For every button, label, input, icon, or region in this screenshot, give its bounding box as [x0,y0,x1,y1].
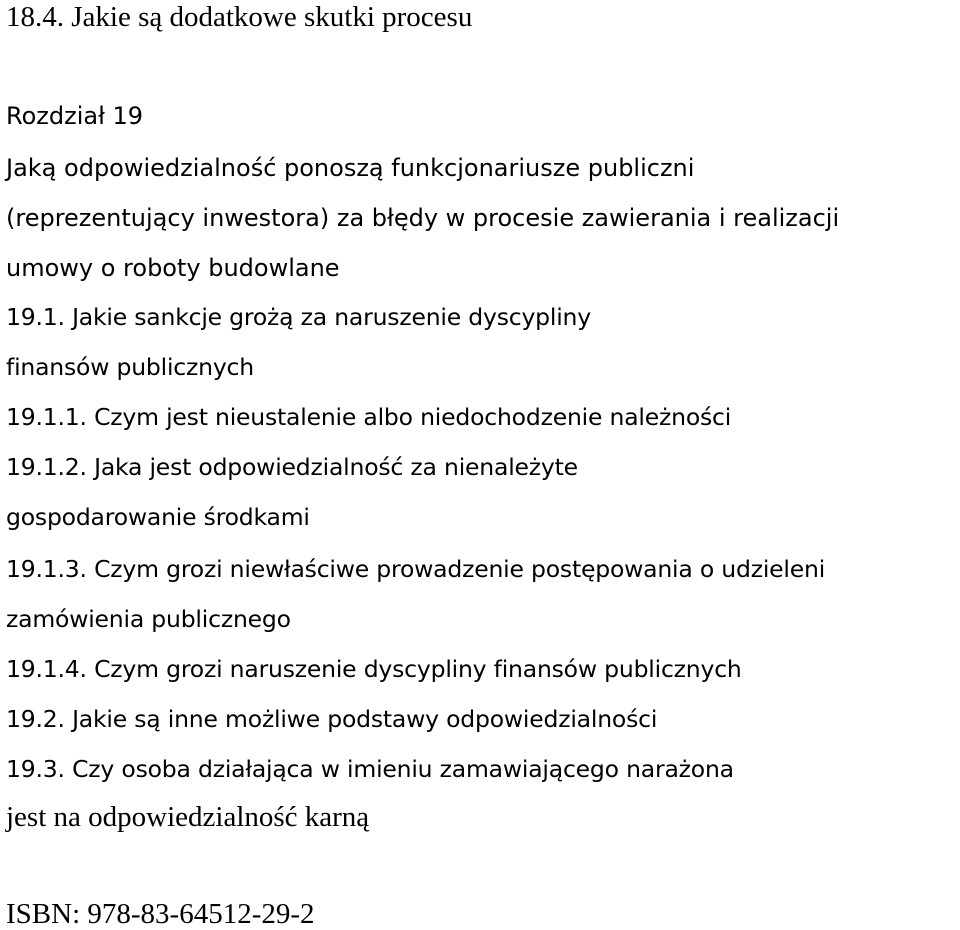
toc-item-19-1-4: 19.1.4. Czym grozi naruszenie dyscypliny finansów publicznych [6,655,742,683]
chapter-19-subtitle-line-2: (reprezentujący inwestora) za błędy w procesie zawierania i realizacji [6,204,840,232]
chapter-19-title: Rozdział 19 [6,102,144,130]
isbn-number: ISBN: 978-83-64512-29-2 [6,898,315,930]
toc-item-19-1-line-1: 19.1. Jakie sankcje grożą za naruszenie dyscypliny [6,303,591,331]
toc-item-19-1-line-2: finansów publicznych [6,353,254,381]
chapter-19-subtitle-line-1: Jaką odpowiedzialność ponoszą funkcjonariusze publiczni [6,154,695,182]
toc-item-19-1-2-line-2: gospodarowanie środkami [6,503,310,531]
toc-item-19-1-3-line-2: zamówienia publicznego [6,605,291,633]
section-18-4-heading: 18.4. Jakie są dodatkowe skutki procesu [6,1,473,33]
toc-item-19-3-line-2: jest na odpowiedzialność karną [6,801,370,833]
toc-item-19-1-2-line-1: 19.1.2. Jaka jest odpowiedzialność za nienależyte [6,453,578,481]
chapter-19-subtitle-line-3: umowy o roboty budowlane [6,254,340,282]
toc-item-19-3-line-1: 19.3. Czy osoba działająca w imieniu zamawiającego narażona [6,755,734,783]
toc-item-19-1-1: 19.1.1. Czym jest nieustalenie albo niedochodzenie należności [6,403,732,431]
toc-item-19-1-3-line-1: 19.1.3. Czym grozi niewłaściwe prowadzenie postępowania o udzieleni [6,555,826,583]
toc-item-19-2: 19.2. Jakie są inne możliwe podstawy odpowiedzialności [6,705,658,733]
